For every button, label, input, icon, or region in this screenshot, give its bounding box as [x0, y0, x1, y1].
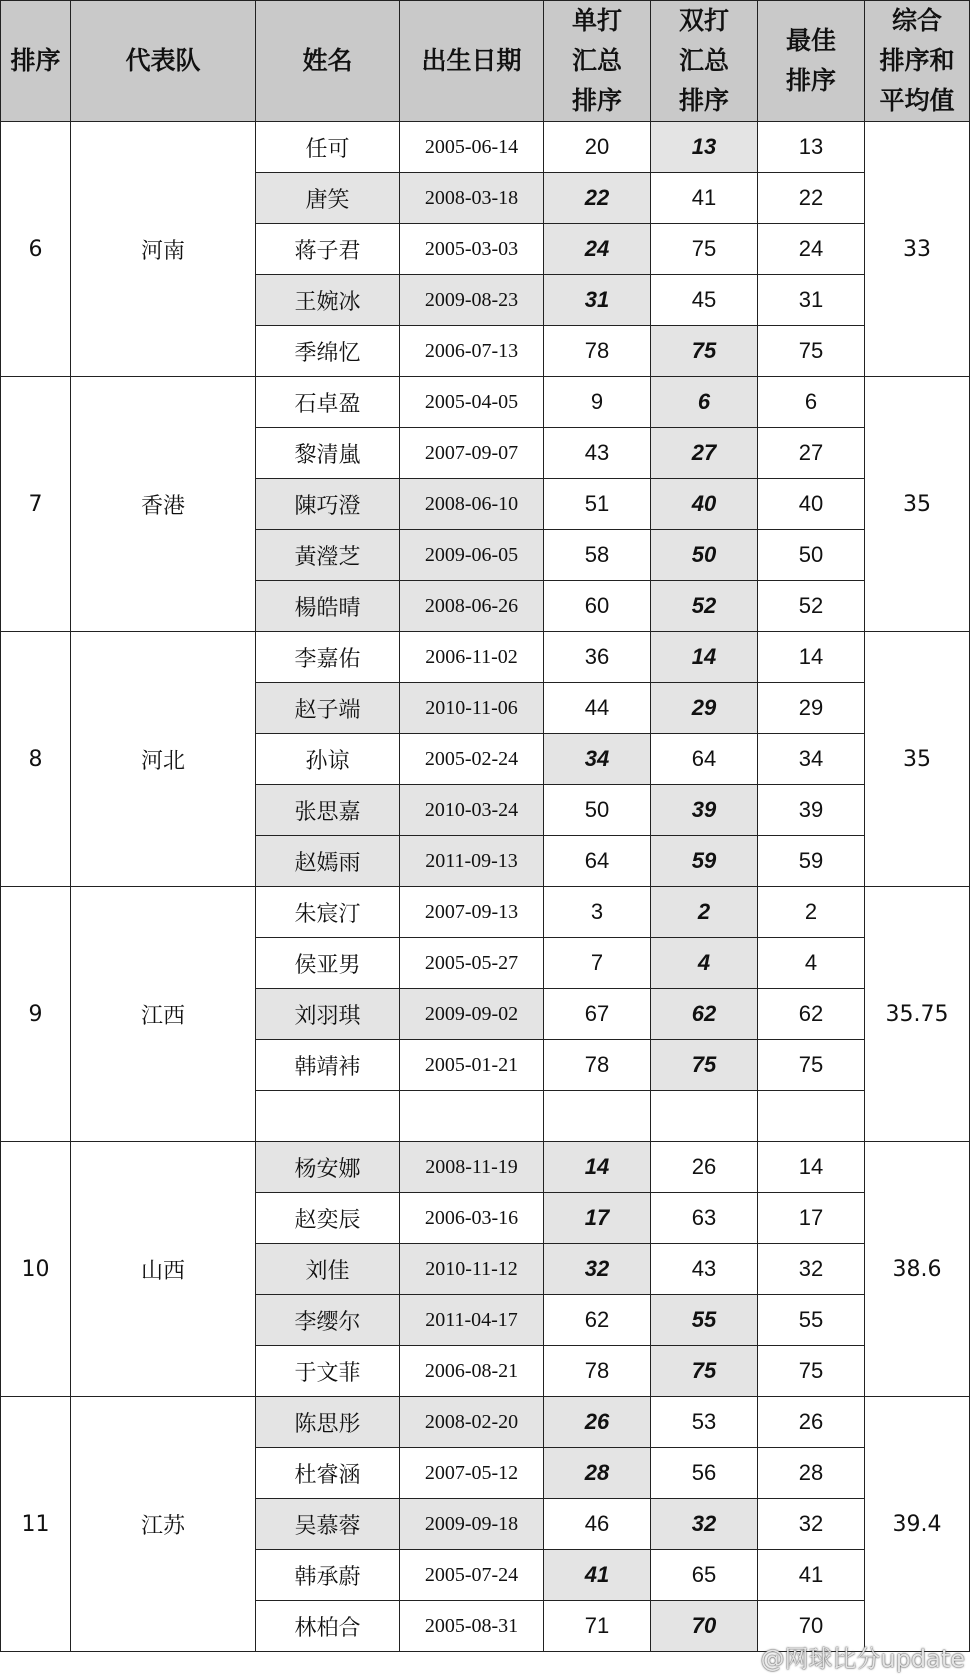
player-dob-cell: 2009-09-02 — [400, 989, 544, 1040]
singles-rank-cell: 60 — [544, 581, 651, 632]
doubles-rank-cell: 63 — [651, 1193, 758, 1244]
player-name-cell: 刘佳 — [256, 1244, 400, 1295]
doubles-rank-cell: 26 — [651, 1142, 758, 1193]
player-dob-cell: 2008-02-20 — [400, 1397, 544, 1448]
table-row — [1, 377, 970, 428]
doubles-rank-cell: 70 — [651, 1601, 758, 1652]
player-name-cell: 侯亚男 — [256, 938, 400, 989]
team-average-cell: 35.75 — [865, 887, 970, 1142]
player-dob-cell: 2007-09-07 — [400, 428, 544, 479]
doubles-rank-cell: 75 — [651, 1346, 758, 1397]
doubles-rank-cell: 39 — [651, 785, 758, 836]
player-dob-cell: 2009-08-23 — [400, 275, 544, 326]
best-rank-cell — [758, 1091, 865, 1142]
best-rank-cell: 4 — [758, 938, 865, 989]
doubles-rank-cell: 6 — [651, 377, 758, 428]
table-row — [1, 887, 970, 938]
player-dob-cell: 2008-06-26 — [400, 581, 544, 632]
singles-rank-cell: 58 — [544, 530, 651, 581]
best-rank-cell: 41 — [758, 1550, 865, 1601]
best-rank-cell: 55 — [758, 1295, 865, 1346]
header-rank: 排序 — [1, 1, 71, 122]
best-rank-cell: 22 — [758, 173, 865, 224]
doubles-rank-cell: 53 — [651, 1397, 758, 1448]
doubles-rank-cell: 50 — [651, 530, 758, 581]
team-rank-cell: 9 — [1, 887, 71, 1142]
doubles-rank-cell: 32 — [651, 1499, 758, 1550]
singles-rank-cell: 64 — [544, 836, 651, 887]
player-name-cell: 蒋子君 — [256, 224, 400, 275]
singles-rank-cell: 32 — [544, 1244, 651, 1295]
singles-rank-cell: 26 — [544, 1397, 651, 1448]
best-rank-cell: 62 — [758, 989, 865, 1040]
player-name-cell: 赵子端 — [256, 683, 400, 734]
best-rank-cell: 32 — [758, 1499, 865, 1550]
team-name-cell: 河南 — [71, 122, 256, 377]
team-average-cell: 35 — [865, 632, 970, 887]
singles-rank-cell: 31 — [544, 275, 651, 326]
player-name-cell: 黃瀅芝 — [256, 530, 400, 581]
singles-rank-cell: 20 — [544, 122, 651, 173]
best-rank-cell: 14 — [758, 1142, 865, 1193]
player-dob-cell: 2005-07-24 — [400, 1550, 544, 1601]
player-name-cell: 刘羽琪 — [256, 989, 400, 1040]
player-name-cell: 季绵忆 — [256, 326, 400, 377]
player-dob-cell: 2005-01-21 — [400, 1040, 544, 1091]
best-rank-cell: 28 — [758, 1448, 865, 1499]
player-dob-cell: 2009-09-18 — [400, 1499, 544, 1550]
singles-rank-cell: 46 — [544, 1499, 651, 1550]
player-dob-cell: 2010-03-24 — [400, 785, 544, 836]
best-rank-cell: 14 — [758, 632, 865, 683]
doubles-rank-cell: 65 — [651, 1550, 758, 1601]
player-dob-cell: 2007-09-13 — [400, 887, 544, 938]
header-name: 姓名 — [256, 1, 400, 122]
header-row — [1, 1, 970, 122]
best-rank-cell: 75 — [758, 326, 865, 377]
player-dob-cell: 2006-03-16 — [400, 1193, 544, 1244]
doubles-rank-cell: 41 — [651, 173, 758, 224]
singles-rank-cell: 62 — [544, 1295, 651, 1346]
team-rank-cell: 10 — [1, 1142, 71, 1397]
doubles-rank-cell: 4 — [651, 938, 758, 989]
player-dob-cell: 2005-06-14 — [400, 122, 544, 173]
table-body — [1, 122, 970, 1652]
player-dob-cell: 2007-05-12 — [400, 1448, 544, 1499]
singles-rank-cell: 3 — [544, 887, 651, 938]
doubles-rank-cell: 27 — [651, 428, 758, 479]
player-dob-cell: 2005-03-03 — [400, 224, 544, 275]
doubles-rank-cell: 75 — [651, 224, 758, 275]
player-name-cell: 韩靖袆 — [256, 1040, 400, 1091]
doubles-rank-cell: 59 — [651, 836, 758, 887]
team-average-cell: 33 — [865, 122, 970, 377]
team-name-cell: 山西 — [71, 1142, 256, 1397]
best-rank-cell: 13 — [758, 122, 865, 173]
singles-rank-cell: 9 — [544, 377, 651, 428]
doubles-rank-cell: 43 — [651, 1244, 758, 1295]
singles-rank-cell: 7 — [544, 938, 651, 989]
singles-rank-cell: 71 — [544, 1601, 651, 1652]
player-name-cell: 朱宸汀 — [256, 887, 400, 938]
player-name-cell: 李嘉佑 — [256, 632, 400, 683]
doubles-rank-cell: 40 — [651, 479, 758, 530]
player-dob-cell: 2008-11-19 — [400, 1142, 544, 1193]
team-rank-cell: 7 — [1, 377, 71, 632]
header-dob: 出生日期 — [400, 1, 544, 122]
player-dob-cell: 2005-02-24 — [400, 734, 544, 785]
player-name-cell: 林柏合 — [256, 1601, 400, 1652]
player-dob-cell: 2006-08-21 — [400, 1346, 544, 1397]
team-average-cell: 38.6 — [865, 1142, 970, 1397]
doubles-rank-cell: 52 — [651, 581, 758, 632]
doubles-rank-cell: 62 — [651, 989, 758, 1040]
player-dob-cell: 2006-07-13 — [400, 326, 544, 377]
player-name-cell: 于文菲 — [256, 1346, 400, 1397]
player-dob-cell: 2010-11-06 — [400, 683, 544, 734]
singles-rank-cell: 36 — [544, 632, 651, 683]
singles-rank-cell: 51 — [544, 479, 651, 530]
header-doubles: 双打 汇总 排序 — [651, 1, 758, 122]
player-name-cell: 李缨尔 — [256, 1295, 400, 1346]
best-rank-cell: 39 — [758, 785, 865, 836]
singles-rank-cell: 34 — [544, 734, 651, 785]
doubles-rank-cell: 55 — [651, 1295, 758, 1346]
team-rank-cell: 6 — [1, 122, 71, 377]
player-dob-cell: 2010-11-12 — [400, 1244, 544, 1295]
doubles-rank-cell: 14 — [651, 632, 758, 683]
player-dob-cell: 2005-08-31 — [400, 1601, 544, 1652]
team-name-cell: 江西 — [71, 887, 256, 1142]
singles-rank-cell: 28 — [544, 1448, 651, 1499]
player-dob-cell: 2008-03-18 — [400, 173, 544, 224]
singles-rank-cell: 41 — [544, 1550, 651, 1601]
doubles-rank-cell: 75 — [651, 326, 758, 377]
best-rank-cell: 31 — [758, 275, 865, 326]
team-name-cell: 河北 — [71, 632, 256, 887]
best-rank-cell: 40 — [758, 479, 865, 530]
player-dob-cell: 2011-04-17 — [400, 1295, 544, 1346]
singles-rank-cell: 17 — [544, 1193, 651, 1244]
player-name-cell: 赵奕辰 — [256, 1193, 400, 1244]
doubles-rank-cell: 2 — [651, 887, 758, 938]
singles-rank-cell: 78 — [544, 326, 651, 377]
table-row — [1, 1397, 970, 1448]
player-name-cell: 韩承蔚 — [256, 1550, 400, 1601]
doubles-rank-cell — [651, 1091, 758, 1142]
player-name-cell: 陈思彤 — [256, 1397, 400, 1448]
player-dob-cell — [400, 1091, 544, 1142]
player-name-cell: 黎清嵐 — [256, 428, 400, 479]
team-average-cell: 39.4 — [865, 1397, 970, 1652]
best-rank-cell: 2 — [758, 887, 865, 938]
singles-rank-cell: 78 — [544, 1040, 651, 1091]
table-row — [1, 1142, 970, 1193]
header-overall: 综合 排序和 平均值 — [865, 1, 970, 122]
watermark: @网球比分update — [760, 1645, 965, 1673]
player-dob-cell: 2009-06-05 — [400, 530, 544, 581]
player-dob-cell: 2011-09-13 — [400, 836, 544, 887]
best-rank-cell: 26 — [758, 1397, 865, 1448]
best-rank-cell: 52 — [758, 581, 865, 632]
singles-rank-cell: 43 — [544, 428, 651, 479]
best-rank-cell: 50 — [758, 530, 865, 581]
singles-rank-cell: 50 — [544, 785, 651, 836]
team-rank-cell: 8 — [1, 632, 71, 887]
doubles-rank-cell: 75 — [651, 1040, 758, 1091]
singles-rank-cell: 22 — [544, 173, 651, 224]
player-name-cell: 杜睿涵 — [256, 1448, 400, 1499]
best-rank-cell: 6 — [758, 377, 865, 428]
player-name-cell: 任可 — [256, 122, 400, 173]
best-rank-cell: 27 — [758, 428, 865, 479]
best-rank-cell: 75 — [758, 1346, 865, 1397]
header-singles: 单打 汇总 排序 — [544, 1, 651, 122]
table-row — [1, 632, 970, 683]
singles-rank-cell: 67 — [544, 989, 651, 1040]
player-name-cell: 楊皓晴 — [256, 581, 400, 632]
singles-rank-cell: 24 — [544, 224, 651, 275]
best-rank-cell: 17 — [758, 1193, 865, 1244]
singles-rank-cell: 44 — [544, 683, 651, 734]
team-name-cell: 江苏 — [71, 1397, 256, 1652]
best-rank-cell: 59 — [758, 836, 865, 887]
singles-rank-cell: 78 — [544, 1346, 651, 1397]
team-name-cell: 香港 — [71, 377, 256, 632]
best-rank-cell: 24 — [758, 224, 865, 275]
player-name-cell: 张思嘉 — [256, 785, 400, 836]
player-dob-cell: 2006-11-02 — [400, 632, 544, 683]
table-row — [1, 122, 970, 173]
player-name-cell: 唐笑 — [256, 173, 400, 224]
player-name-cell: 王婉冰 — [256, 275, 400, 326]
doubles-rank-cell: 45 — [651, 275, 758, 326]
player-name-cell: 陳巧澄 — [256, 479, 400, 530]
best-rank-cell: 70 — [758, 1601, 865, 1652]
player-dob-cell: 2005-04-05 — [400, 377, 544, 428]
doubles-rank-cell: 13 — [651, 122, 758, 173]
doubles-rank-cell: 56 — [651, 1448, 758, 1499]
best-rank-cell: 34 — [758, 734, 865, 785]
team-rank-cell: 11 — [1, 1397, 71, 1652]
singles-rank-cell: 14 — [544, 1142, 651, 1193]
player-name-cell: 赵嫣雨 — [256, 836, 400, 887]
singles-rank-cell — [544, 1091, 651, 1142]
header-team: 代表队 — [71, 1, 256, 122]
team-average-cell: 35 — [865, 377, 970, 632]
best-rank-cell: 29 — [758, 683, 865, 734]
player-dob-cell: 2005-05-27 — [400, 938, 544, 989]
player-name-cell: 石卓盈 — [256, 377, 400, 428]
player-dob-cell: 2008-06-10 — [400, 479, 544, 530]
player-name-cell: 杨安娜 — [256, 1142, 400, 1193]
player-name-cell: 孙谅 — [256, 734, 400, 785]
doubles-rank-cell: 64 — [651, 734, 758, 785]
best-rank-cell: 75 — [758, 1040, 865, 1091]
player-name-cell: 吴慕蓉 — [256, 1499, 400, 1550]
header-best: 最佳 排序 — [758, 1, 865, 122]
player-name-cell — [256, 1091, 400, 1142]
doubles-rank-cell: 29 — [651, 683, 758, 734]
best-rank-cell: 32 — [758, 1244, 865, 1295]
